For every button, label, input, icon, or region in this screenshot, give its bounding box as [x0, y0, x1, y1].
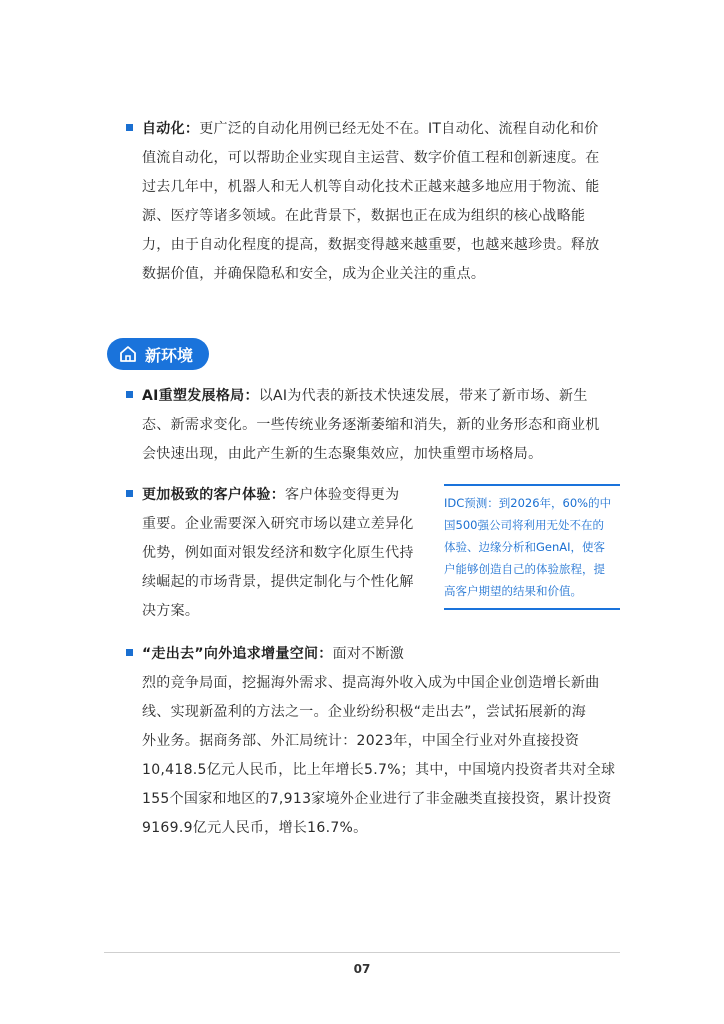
bullet-square-icon — [126, 649, 133, 656]
global-title: “走出去”向外追求增量空间： — [142, 646, 333, 662]
ai-title: AI重塑发展格局： — [142, 388, 259, 404]
footer-divider — [104, 952, 620, 953]
bullet-square-icon — [126, 391, 133, 398]
automation-text: 自动化：更广泛的自动化用例已经无处不在。IT自动化、流程自动化和价 值流自动化，可以帮助企业实现自主运营、数字价值工程和创新速度。在 过去几年中，机器人和无人机等自动化技术正越来越多地应用于物流、能 源、医疗等诸多领域。在此背景下，数据也正在成为组织的核心战略能 力，由于自动化程度的提高，数据变得越来越重要，也越来越珍贵。释放 数据价值，并确保隐私和安全，成为企业关注的重点。 — [142, 121, 600, 282]
automation-paragraph — [126, 115, 620, 289]
page-number: 07 — [353, 962, 371, 976]
experience-paragraph — [126, 481, 432, 626]
experience-text: 更加极致的客户体验：客户体验变得更为 重要。企业需要深入研究市场以建立差异化 优势，例如面对银发经济和数字化原生代持 续崛起的市场背景，提供定制化与个性化解 决方案。 — [142, 487, 414, 619]
house-icon — [119, 345, 137, 363]
global-paragraph — [126, 640, 620, 843]
global-text: “走出去”向外追求增量空间：面对不断激 烈的竞争局面，挖掘海外需求、提高海外收入成为中国企业创造增长新曲 线、实现新盈利的方法之一。企业纷纷积极“走出去”，尝试拓展新的海 外业务。据商务部、外汇局统计：2023年，中国全行业对外直接投资 10,418.5亿元人民币，比上年增长5.7%；其中，中国境内投资者共对全球 155个国家和地区的7,913家境外企业进行了非金融类直接投资，累计投资 9169.9亿元人民币，增长16.7%。 — [142, 646, 616, 836]
ai-text: AI重塑发展格局：以AI为代表的新技术快速发展，带来了新市场、新生 态、新需求变化。一些传统业务逐渐萎缩和消失，新的业务形态和商业机 会快速出现，由此产生新的生态聚集效应，加快重塑市场格局。 — [142, 388, 600, 462]
section-heading — [107, 338, 209, 370]
section-label: 新环境 — [145, 345, 194, 365]
experience-title: 更加极致的客户体验： — [142, 487, 285, 503]
bullet-square-icon — [126, 490, 133, 497]
ai-paragraph — [126, 382, 620, 469]
idc-callout: IDC预测：到2026年，60%的中 国500强公司将利用无处不在的 体验、边缘分析和GenAI，使客 户能够创造自己的体验旅程，提 高客户期望的结果和价值。 — [444, 484, 620, 610]
bullet-square-icon — [126, 124, 133, 131]
automation-title: 自动化： — [142, 121, 200, 137]
